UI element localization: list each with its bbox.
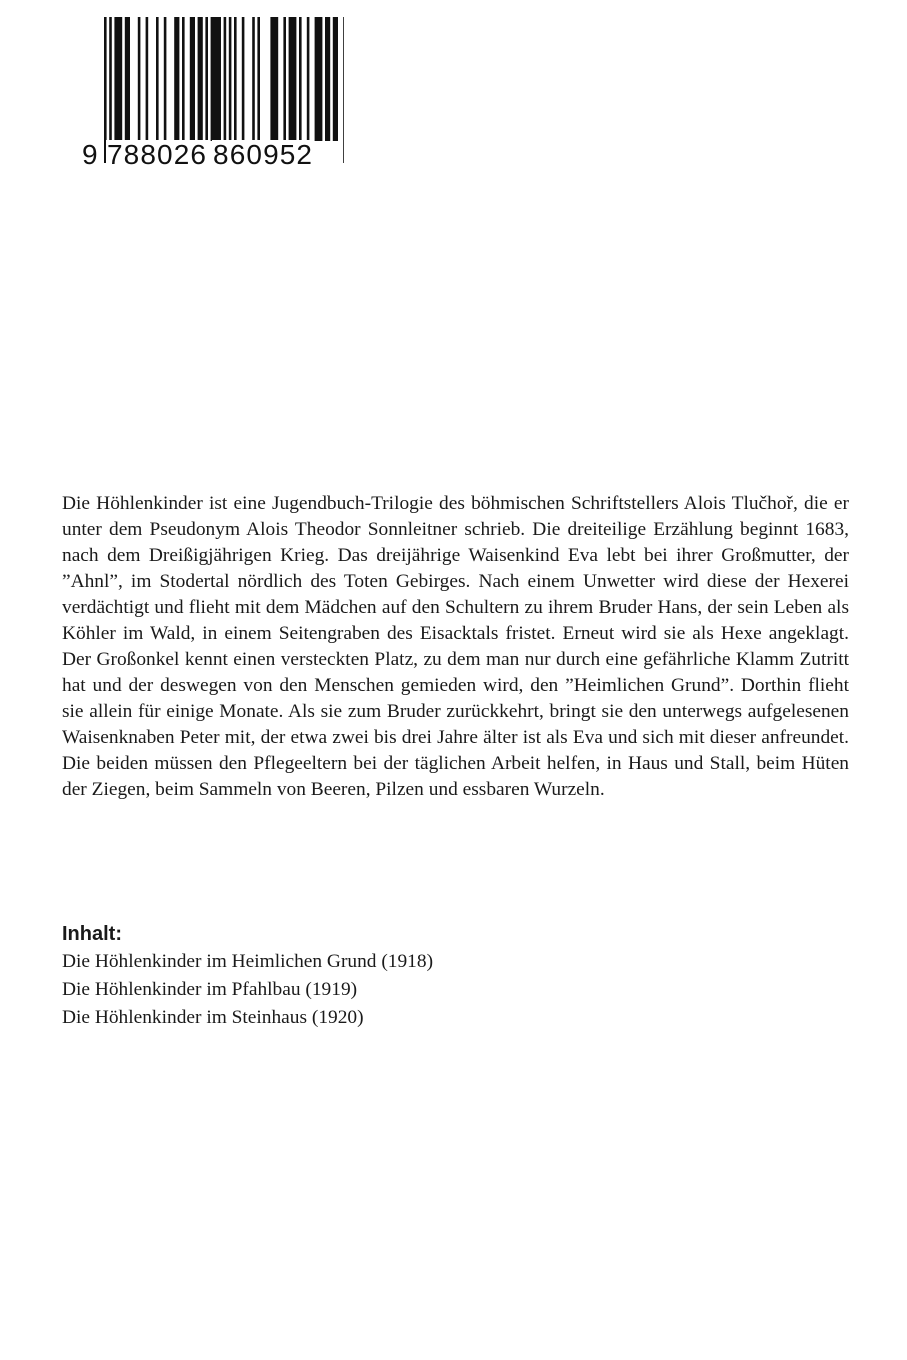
barcode-bar [138, 17, 141, 141]
contents-item: Die Höhlenkinder im Heimlichen Grund (1918) [62, 951, 434, 972]
barcode-bar [211, 17, 221, 141]
contents-item: Die Höhlenkinder im Steinhaus (1920) [62, 1007, 364, 1028]
barcode-bar [164, 17, 167, 141]
barcode-bar [146, 17, 149, 141]
barcode-bar [125, 17, 130, 141]
barcode-bar [252, 17, 255, 141]
barcode-bar [257, 17, 260, 141]
isbn-number [82, 140, 344, 170]
barcode-bar [299, 17, 302, 141]
isbn-group-left: 788026 [107, 139, 208, 170]
barcode-bar [205, 17, 208, 141]
barcode-bar [114, 17, 122, 141]
barcode-bar [156, 17, 159, 141]
isbn-lead-digit: 9 [82, 139, 99, 170]
barcode-bar [307, 17, 310, 141]
barcode-bar [182, 17, 185, 141]
isbn-group-right: 860952 [213, 139, 314, 170]
contents-heading: Inhalt: [62, 923, 122, 945]
barcode-bar [283, 17, 286, 141]
barcode-bar [315, 17, 323, 141]
barcode-bar [325, 17, 330, 141]
contents-item: Die Höhlenkinder im Pfahlbau (1919) [62, 979, 358, 1000]
book-description: Die Höhlenkinder ist eine Jugendbuch-Trilogie des böhmischen Schriftstellers Alois Tlučhoř, die er unter dem Pseudonym Alois Theodor Sonnleitner schrieb. Die dreiteilige Erzählung beginnt 1683, nach dem Dreißigjährigen Krieg. Das dreijährige Waisenkind Eva lebt bei ihrer Großmutter, der ”Ahnl”, im Stodertal nördlich des Toten Gebirges. Nach einem Unwetter wird diese der Hexerei verdächtigt und flieht mit dem Mädchen auf den Schultern zu ihrem Bruder Hans, der sein Leben als Köhler im Wald, in einem Seitengraben des Eisacktals fristet. Erneut wird sie als Hexe angeklagt. Der Großonkel kennt einen versteckten Platz, zu dem man nur durch eine gefährliche Klamm Zutritt hat und der deswegen von den Menschen gemieden wird, den ”Heimlichen Grund”. Dorthin flieht sie allein für einige Monate. Als sie zum Bruder zurückkehrt, bringt sie den unterwegs aufgelesenen Waisenknaben Peter mit, der etwa zwei bis drei Jahre älter ist als Eva und sich mit dieser anfreundet. Die beiden müssen den Pflegeeltern bei der täglichen Arbeit helfen, in Haus und Stall, beim Hüten der Ziegen, beim Sammeln von Beeren, Pilzen und essbaren Wurzeln. [62, 493, 849, 800]
barcode-bar [333, 17, 338, 141]
contents-list [62, 948, 433, 1032]
barcode-bar [174, 17, 179, 141]
barcode-bar [190, 17, 195, 141]
barcode-bar [234, 17, 237, 141]
barcode-bar [198, 17, 203, 141]
barcode-bar [242, 17, 245, 141]
barcode-bar [289, 17, 297, 141]
barcode-bar [270, 17, 278, 141]
